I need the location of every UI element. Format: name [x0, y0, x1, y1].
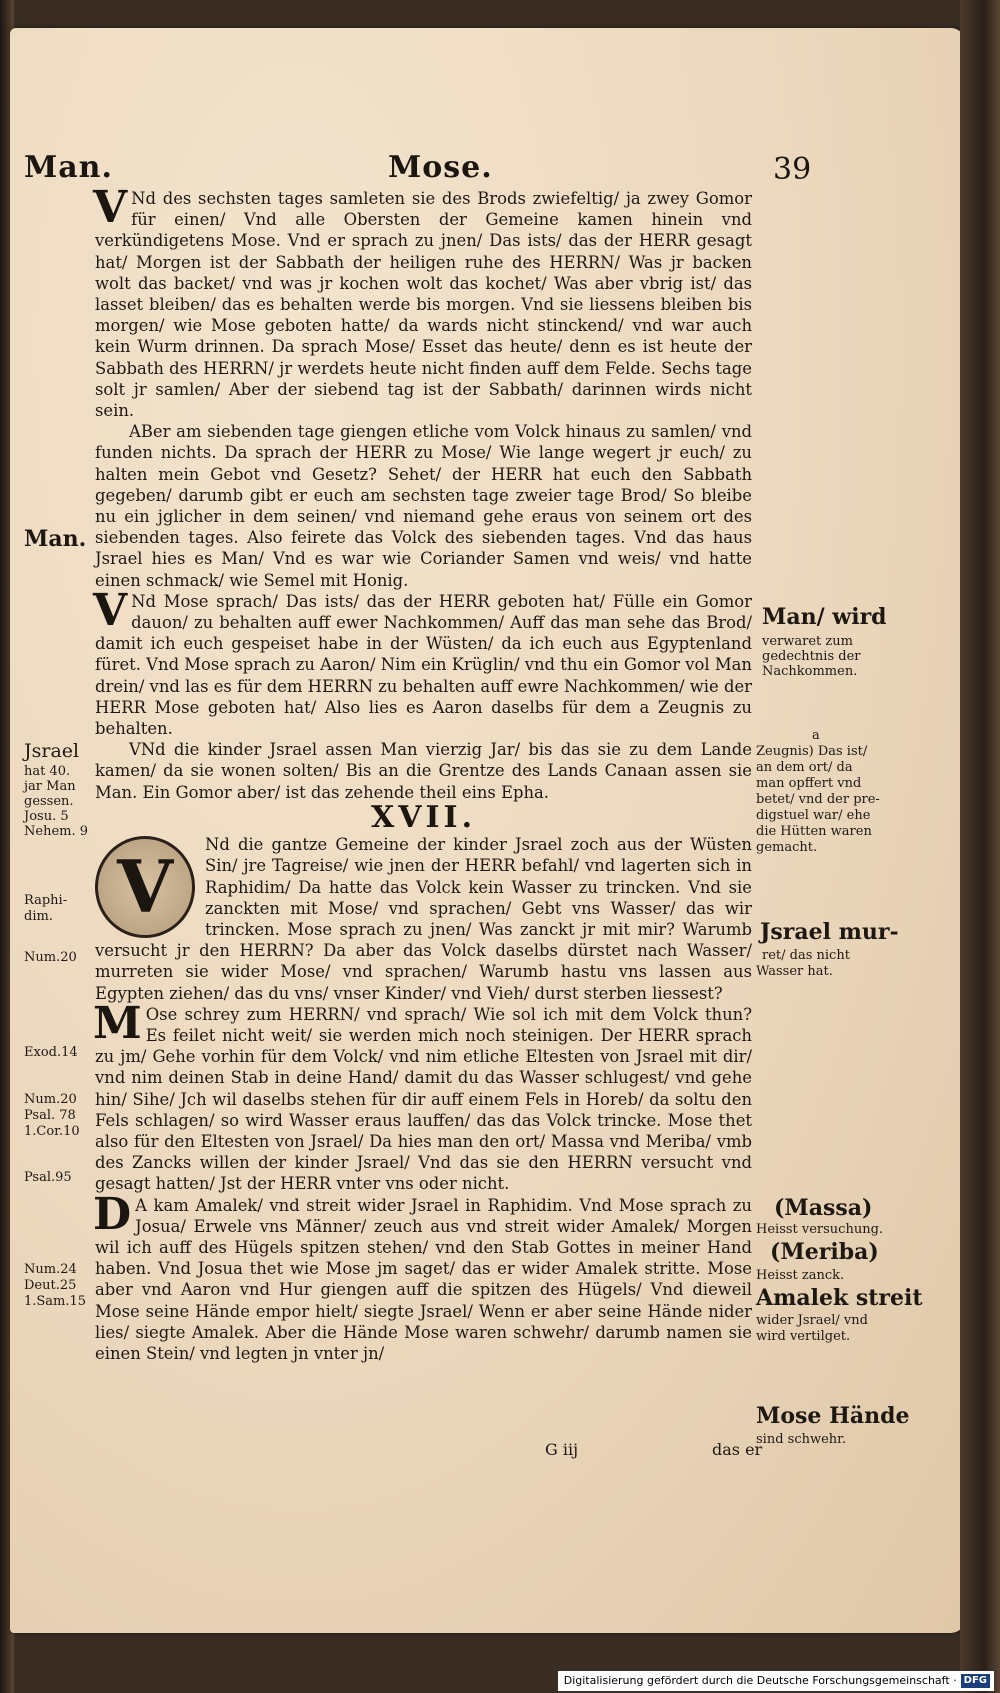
initial-letter: V [93, 182, 128, 233]
paragraph-6: M Ose schrey zum HERRN/ vnd sprach/ Wie sol ich mit dem Volck thun? Es feilet nicht weit/ sie werden mich noch steinigen. Der HERR sprach zu jm/ Gehe vorhin für dem Volck/ vnd nim etliche Eltesten von Jsrael mit dir/ vnd nim deinen Stab in deine Hand/ damit du das Wasser schlugest/ vnd gehe hin/ Sihe/ Jch wil daselbs stehen für dir auff einem Fels in Horeb/ da soltu den Fels schlagen/ so wird Wasser eraus lauffen/ das das Volck trincke. Mose thet also für den Eltesten von Jsrael/ Da hies man den ort/ Massa vnd Meriba/ vmb des Zancks willen der kinder Jsrael/ Vnd das sie den HERRN versucht vnd gesagt hatten/ Jst der HERR vnter vns oder nicht. [93, 997, 752, 1194]
initial-letter: M [93, 997, 142, 1049]
credit-text: Digitalisierung gefördert durch die Deutsche Forschungsgemeinschaft · [563, 1674, 957, 1687]
margin-note-amalek: Amalek streit [756, 1285, 923, 1311]
folio-number: 39 [773, 152, 812, 187]
margin-note-zeugnis-7: gemacht. [756, 840, 818, 855]
margin-note-meriba: (Meriba) [770, 1239, 879, 1265]
margin-note-zeugnis-5: digstuel war/ ehe [756, 808, 871, 823]
margin-note-zeugnis-4: betet/ vnd der pre- [756, 792, 880, 807]
dfg-logo: DFG [961, 1674, 990, 1688]
paragraph-2: ABer am siebenden tage giengen etliche vom Volck hinaus zu samlen/ vnd funden nichts. Da sprach der HERR zu Mose/ Wie lange wegert jr euch/ zu halten mein Gebot vnd Gesetz? Sehet/ der HERR hat euch den Sabbath gegeben/ darumb gibt er euch am sechsten tage zweier tage Brod/ So bleibe nu ein jglicher in dem seinen/ vnd niemand gehe eraus von seinem ort des siebenden tages. Also feirete das Volck des siebenden tages. Vnd das haus Jsrael hies es Man/ Vnd es war wie Coriander Samen vnd weis/ vnd hatte einen schmack/ wie Semel mit Honig. [95, 422, 752, 590]
margin-note-zeugnis-6: die Hütten waren [756, 824, 872, 839]
margin-note-sam15: 1.Sam.15 [24, 1294, 87, 1309]
margin-note-meriba-2: Heisst zanck. [756, 1268, 845, 1283]
margin-note-raphidim-2: dim. [24, 909, 53, 924]
margin-note-murret-2: ret/ das nicht [762, 948, 850, 963]
margin-note-man-wird-4: Nachkommen. [762, 664, 858, 679]
margin-note-deut25: Deut.25 [24, 1278, 77, 1293]
margin-note-psal78: Psal. 78 [24, 1108, 76, 1123]
margin-note-israel-5: Josu. 5 [24, 809, 69, 824]
margin-note-cor10: 1.Cor.10 [24, 1124, 80, 1139]
running-head-left: Man. [24, 150, 113, 185]
margin-note-israel: Jsrael [24, 740, 80, 762]
main-text-column [93, 182, 752, 1364]
running-head-center: Mose. [388, 150, 493, 185]
margin-note-amalek-2: wider Jsrael/ vnd [756, 1313, 868, 1328]
margin-note-murret-3: Wasser hat. [756, 964, 833, 979]
margin-note-massa-2: Heisst versuchung. [756, 1222, 884, 1237]
margin-note-murret: Jsrael mur- [760, 919, 899, 945]
paragraph-5: V Nd die gantze Gemeine der kinder Jsrael zoch aus der Wüsten Sin/ jre Tagreise/ wie jnen der HERR befahl/ vnd lagerten sich in Raphidim/ Da hatte das Volck kein Wasser zu trincken. Vnd sie zanckten mit Mose/ vnd sprachen/ Gebt vns Wasser/ das wir trincken. Mose sprach zu jnen/ Was zanckt jr mit mir? Warumb versucht jr den HERRN? Da aber das Volck daselbs dürstet nach Wasser/ murreten sie wider Mose/ vnd sprachen/ Warumb hastu vns lassen aus Egypten ziehen/ das du vns/ vnser Kinder/ vnd Vieh/ durst sterben liessest? [95, 835, 752, 1003]
margin-note-israel-2: hat 40. [24, 764, 71, 779]
margin-note-num24: Num.24 [24, 1262, 77, 1277]
margin-note-man-wird: Man/ wird [762, 604, 887, 630]
margin-note-zeugnis-3: man opffert vnd [756, 776, 862, 791]
digitization-credit [558, 1671, 994, 1691]
margin-note-zeugnis-2: an dem ort/ da [756, 760, 853, 775]
margin-note-amalek-3: wird vertilget. [756, 1329, 851, 1344]
footnote-marker-a: a [812, 728, 820, 743]
margin-note-psal95: Psal.95 [24, 1170, 72, 1185]
paragraph-3: V Nd Mose sprach/ Das ists/ das der HERR geboten hat/ Fülle ein Gomor dauon/ zu behalten auff ewer Nachkommen/ Auff das man sehe das Brod/ damit ich euch gespeiset habe in der Wüsten/ da ich euch aus Egyptenland füret. Vnd Mose sprach zu Aaron/ Nim ein Krüglin/ vnd thu ein Gomor vol Man drein/ vnd las es für dem HERRN zu behalten auff ewre Nachkommen/ wie der HERR Mose geboten hat/ Also lies es Aaron daselbs für dem a Zeugnis zu behalten. [93, 584, 752, 739]
margin-note-man-wird-2: verwaret zum [762, 634, 853, 649]
margin-note-israel-3: jar Man [24, 779, 76, 794]
paragraph-1: V Nd des sechsten tages samleten sie des Brods zwiefeltig/ ja zwey Gomor für einen/ Vnd alle Obersten der Gemeine kamen hinein vnd verkündigetens Mose. Vnd er sprach zu jnen/ Das ists/ das der HERR gesagt hat/ Morgen ist der Sabbath der heiligen ruhe des HERRN/ Was jr backen wolt das backet/ vnd was jr kochen wolt das kochet/ Was aber vbrig ist/ das lasset bleiben/ das es behalten werde bis morgen. Vnd sie liessens bleiben bis morgen/ wie Mose geboten hatte/ da wards nicht stinckend/ vnd war auch kein Wurm drinnen. Da sprach Mose/ Esset das heute/ denn es ist heute der Sabbath des HERRN/ jr werdets heute nicht finden auff dem Felde. Sechs tage solt jr samlen/ Aber der siebend tag ist der Sabbath/ darinnen wirds nicht sein. [93, 182, 752, 421]
catchword: das er [712, 1440, 763, 1459]
margin-note-israel-6: Nehem. 9 [24, 824, 88, 839]
paragraph-7: D A kam Amalek/ vnd streit wider Jsrael in Raphidim. Vnd Mose sprach zu Josua/ Erwele vns Männer/ zeuch aus vnd streit wider Amalek/ Morgen wil ich auff des Hügels spitzen stehen/ vnd den Stab Gottes in meiner Hand haben. Vnd Josua thet wie Mose jm saget/ das er wider Amalek stritte. Mose aber vnd Aaron vnd Hur giengen auff die spitzen des Hügels/ Vnd dieweil Mose seine Hände empor hielt/ siegte Jsrael/ Wenn er aber seine Hände nider lies/ siegte Amalek. Aber die Hände Mose waren schwehr/ darumb namen sie einen Stein/ vnd legten jn vnter jn/ [93, 1188, 752, 1363]
margin-note-mose-haende-2: sind schwehr. [756, 1432, 847, 1447]
decorated-initial: V [95, 836, 195, 938]
margin-note-num20: Num.20 [24, 950, 77, 965]
paragraph-4: VNd die kinder Jsrael assen Man vierzig Jar/ bis das sie zu dem Lande kamen/ da sie wonen solten/ Bis an die Grentze des Lands Canaan assen sie Man. Ein Gomor aber/ ist das zehende theil eins Epha. [95, 740, 752, 802]
margin-note-raphidim: Raphi- [24, 893, 68, 908]
margin-note-massa: (Massa) [774, 1195, 873, 1221]
margin-note-israel-4: gessen. [24, 794, 74, 809]
margin-note-mose-haende: Mose Hände [756, 1403, 910, 1429]
margin-note-zeugnis: Zeugnis) Das ist/ [756, 744, 868, 759]
margin-note-man: Man. [24, 526, 87, 552]
chapter-heading: XVII. [370, 799, 477, 835]
initial-letter: V [93, 584, 128, 636]
margin-note-num20b: Num.20 [24, 1092, 77, 1107]
signature-mark: G iij [545, 1440, 579, 1459]
book-spine [960, 0, 1000, 1693]
initial-letter: D [93, 1188, 132, 1240]
margin-note-exod14: Exod.14 [24, 1045, 78, 1060]
margin-note-man-wird-3: gedechtnis der [762, 649, 861, 664]
